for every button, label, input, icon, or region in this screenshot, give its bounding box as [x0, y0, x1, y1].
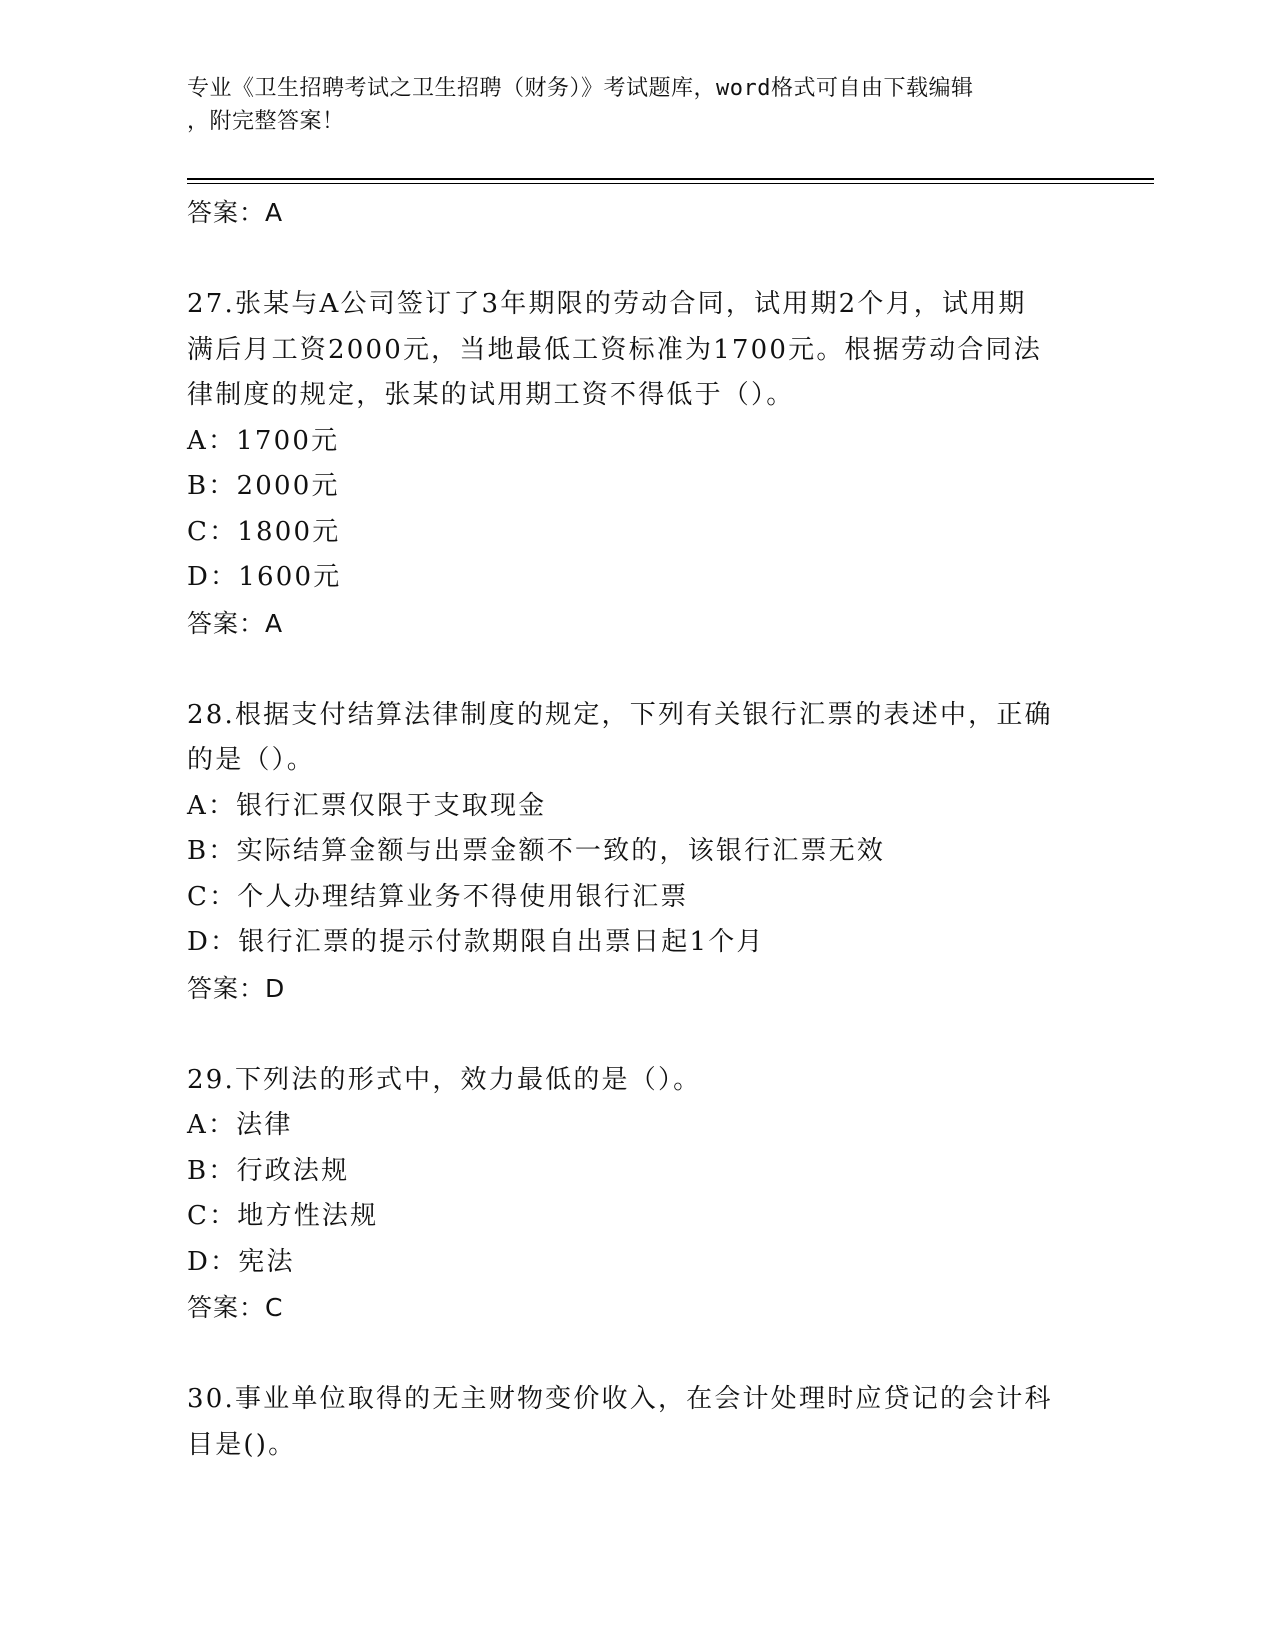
question-text-line: 27.张某与A公司签订了3年期限的劳动合同，试用期2个月，试用期 — [187, 289, 1027, 319]
option-a: A：1700元 — [187, 425, 340, 456]
header-line-1: 专业《卫生招聘考试之卫生招聘（财务）》考试题库，word格式可自由下载编辑 — [187, 76, 974, 101]
spacer — [187, 1331, 1087, 1377]
question-text-line: 30.事业单位取得的无主财物变价收入，在会计处理时应贷记的会计科 — [187, 1384, 1053, 1414]
question-block — [187, 693, 1087, 1012]
document-header — [187, 72, 1067, 138]
spacer — [187, 647, 1087, 693]
question-text-line: 满后月工资2000元，当地最低工资标准为1700元。根据劳动合同法 — [187, 334, 1042, 365]
question-block — [187, 1377, 1087, 1468]
option-b: B：实际结算金额与出票金额不一致的，该银行汇票无效 — [187, 836, 886, 866]
question-text-line: 律制度的规定，张某的试用期工资不得低于（）。 — [187, 380, 795, 410]
header-line-2: ，附完整答案！ — [187, 109, 345, 134]
option-a: A：法律 — [187, 1110, 293, 1140]
answer-line: 答案：A — [187, 608, 284, 638]
question-list — [187, 190, 1087, 1468]
header-divider-thin — [187, 183, 1154, 184]
option-b: B：行政法规 — [187, 1155, 350, 1186]
question-block — [187, 282, 1087, 647]
option-c: C：地方性法规 — [187, 1201, 379, 1231]
answer-line: 答案：D — [187, 973, 286, 1003]
option-c: C：1800元 — [187, 516, 341, 547]
option-c: C：个人办理结算业务不得使用银行汇票 — [187, 881, 689, 912]
spacer — [187, 1012, 1087, 1058]
option-d: D：银行汇票的提示付款期限自出票日起1个月 — [187, 927, 765, 957]
option-a: A：银行汇票仅限于支取现金 — [187, 790, 547, 821]
question-text-line: 29.下列法的形式中，效力最低的是（）。 — [187, 1064, 702, 1095]
question-text-line: 目是()。 — [187, 1429, 297, 1460]
option-d: D：宪法 — [187, 1246, 295, 1277]
question-text-line: 28.根据支付结算法律制度的规定，下列有关银行汇票的表述中，正确 — [187, 699, 1053, 730]
question-text-line: 的是（）。 — [187, 745, 316, 775]
answer-line: 答案：C — [187, 1293, 284, 1322]
previous-answer: 答案：A — [187, 198, 284, 227]
header-divider-thick — [187, 178, 1154, 180]
question-block — [187, 1058, 1087, 1332]
spacer — [187, 236, 1087, 282]
option-b: B：2000元 — [187, 471, 340, 501]
option-d: D：1600元 — [187, 562, 342, 592]
